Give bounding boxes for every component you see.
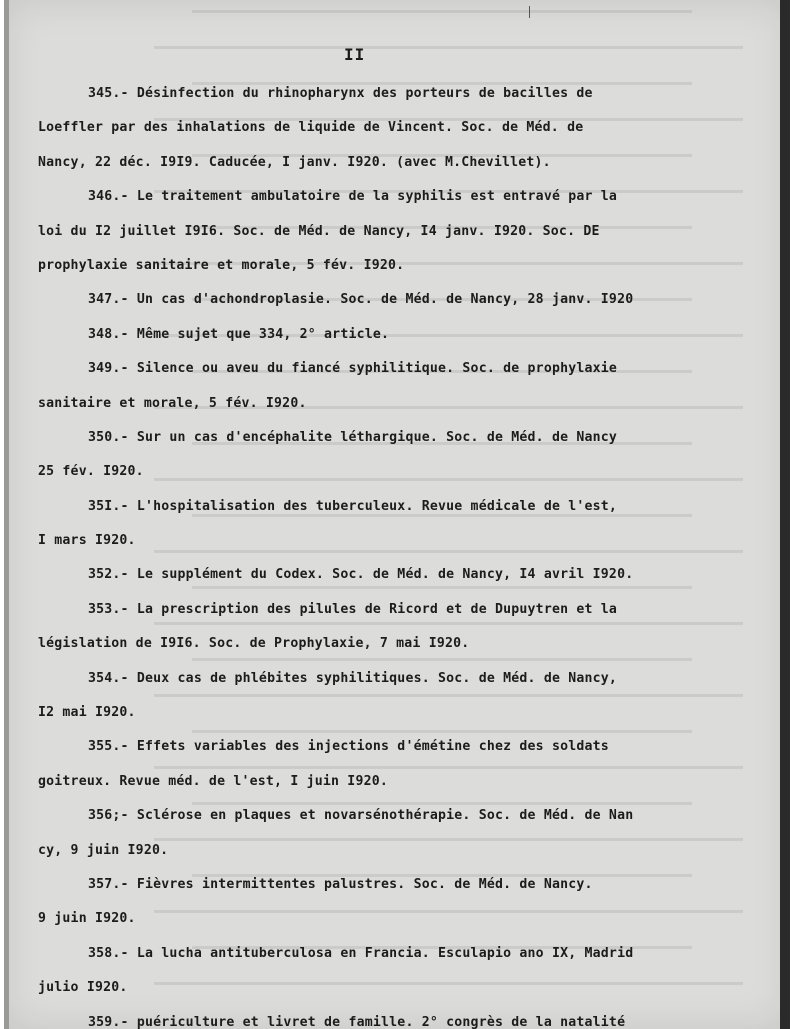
text-line: 353.- La prescription des pilules de Ricord et de Dupuytren et la (88, 601, 618, 617)
text-line: 349.- Silence ou aveu du fiancé syphilitique. Soc. de prophylaxie (88, 361, 618, 377)
text-line: 356;- Sclérose en plaques et novarsénothérapie. Soc. de Méd. de Nan (88, 808, 634, 824)
text-line: législation de I9I6. Soc. de Prophylaxie, 7 mai I920. (38, 636, 470, 652)
text-line: sanitaire et morale, 5 fév. I920. (38, 395, 307, 411)
text-line: 352.- Le supplément du Codex. Soc. de Méd. de Nancy, I4 avril I920. (88, 567, 634, 583)
text-line: 354.- Deux cas de phlébites syphilitiques. Soc. de Méd. de Nancy, (88, 670, 618, 686)
text-line: I mars I920. (38, 533, 136, 549)
text-line: Nancy, 22 déc. I9I9. Caducée, I janv. I920. (avec M.Chevillet). (38, 154, 551, 170)
text-line: 25 fév. I920. (38, 464, 144, 480)
text-line: prophylaxie sanitaire et morale, 5 fév. I920. (38, 257, 405, 273)
page-right-edge (780, 0, 790, 1029)
text-line: goitreux. Revue méd. de l'est, I juin I920. (38, 773, 389, 789)
page-number: II (344, 45, 366, 64)
text-line: cy, 9 juin I920. (38, 842, 169, 858)
text-line: 35I.- L'hospitalisation des tuberculeux. Revue médicale de l'est, (88, 498, 618, 514)
text-line: Loeffler par des inhalations de liquide de Vincent. Soc. de Méd. de (38, 120, 584, 136)
text-line: 9 juin I920. (38, 911, 136, 927)
document-page (4, 0, 790, 1029)
page-left-edge (4, 0, 9, 1029)
text-line: 348.- Même sujet que 334, 2° article. (88, 326, 390, 342)
text-line: loi du I2 juillet I9I6. Soc. de Méd. de Nancy, I4 janv. I920. Soc. DE (38, 223, 600, 239)
text-line: 350.- Sur un cas d'encéphalite léthargique. Soc. de Méd. de Nancy (88, 429, 618, 445)
text-line: 358.- La lucha antituberculosa en Francia. Esculapio ano IX, Madrid (88, 945, 634, 961)
text-line: 347.- Un cas d'achondroplasie. Soc. de Méd. de Nancy, 28 janv. I920 (88, 292, 634, 308)
text-line: 346.- Le traitement ambulatoire de la syphilis est entravé par la (88, 189, 618, 205)
text-line: I2 mai I920. (38, 705, 136, 721)
bibliography-text (38, 77, 778, 1029)
text-line: 357.- Fièvres intermittentes palustres. Soc. de Méd. de Nancy. (88, 876, 593, 892)
text-line: 359.- puériculture et livret de famille. 2° congrès de la natalité (88, 1014, 626, 1029)
text-line: 355.- Effets variables des injections d'émétine chez des soldats (88, 739, 609, 755)
page-mark (529, 6, 530, 18)
text-line: 345.- Désinfection du rhinopharynx des porteurs de bacilles de (88, 86, 593, 101)
text-line: julio I920. (38, 980, 128, 996)
